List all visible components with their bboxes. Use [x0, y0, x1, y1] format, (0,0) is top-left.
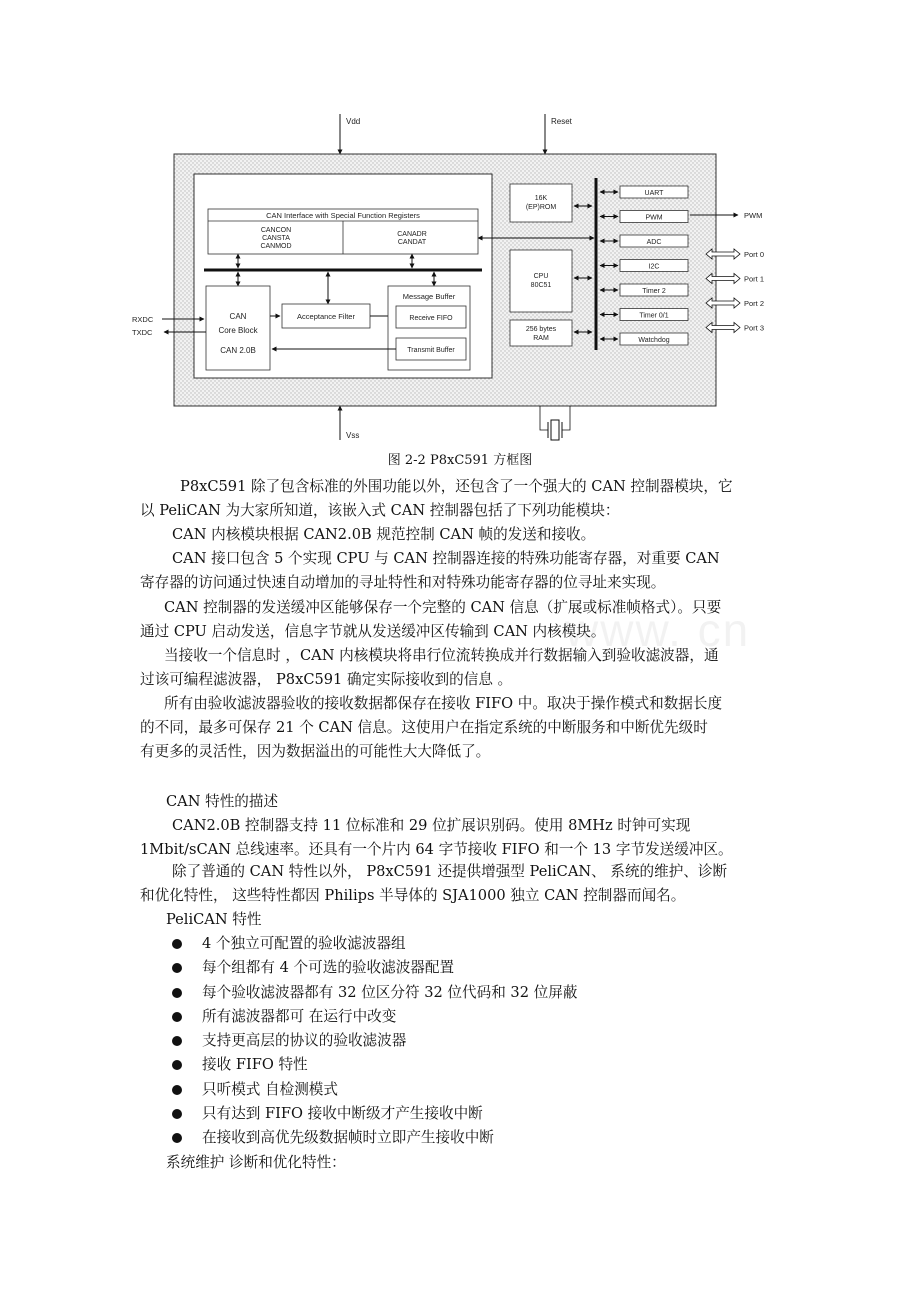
- peripheral-label: Timer 0/1: [639, 312, 669, 320]
- list-item-text: 每个组都有 4 个可选的验收滤波器配置: [202, 959, 455, 977]
- watermark: www. cn: [565, 604, 751, 656]
- peripheral-label: Watchdog: [638, 337, 670, 344]
- bullet-icon: [172, 1060, 182, 1070]
- port-label: Port 1: [744, 274, 765, 284]
- txdc-label: TXDC: [132, 328, 153, 337]
- paragraph-line: P8xC591 除了包含标准的外围功能以外，还包含了一个强大的 CAN 控制器模块，它: [180, 478, 733, 495]
- vdd-label: Vdd: [346, 117, 361, 126]
- svg-text:Receive FIFO: Receive FIFO: [409, 315, 453, 322]
- reg-cancon: CANCON: [260, 227, 292, 234]
- body-paragraph: [140, 475, 790, 523]
- list-item: [140, 1029, 790, 1053]
- crystal-icon: [551, 420, 559, 440]
- paragraph-line: 所有由验收滤波器验收的接收数据都保存在接收 FIFO 中。取决于操作模式和数据长度: [164, 695, 723, 712]
- features-paragraph: [140, 814, 790, 862]
- body-paragraph: [140, 692, 790, 765]
- cpu-block: [510, 250, 572, 312]
- reset-label: Reset: [551, 117, 572, 126]
- body-paragraph: [140, 523, 790, 547]
- feature-list: [140, 932, 790, 1151]
- list-item: [140, 1078, 790, 1102]
- body-paragraph: [140, 547, 790, 595]
- port-label: Port 0: [744, 250, 765, 259]
- reg-candat: CANDAT: [397, 239, 427, 246]
- svg-text:(EP)ROM: (EP)ROM: [525, 204, 557, 211]
- block-diagram: [130, 108, 790, 448]
- peripheral-label: Timer 2: [642, 288, 666, 295]
- paragraph-line: CAN 接口包含 5 个实现 CPU 与 CAN 控制器连接的特殊功能寄存器，对重要 CAN: [172, 550, 720, 567]
- bullet-icon: [172, 1012, 182, 1022]
- svg-text:CAN 2.0B: CAN 2.0B: [220, 346, 256, 355]
- list-item: [140, 1053, 790, 1077]
- list-item: [140, 932, 790, 956]
- bullet-icon: [172, 963, 182, 973]
- bullet-icon: [172, 1036, 182, 1046]
- paragraph-line: 1Mbit/sCAN 总线速率。还具有一个片内 64 字节接收 FIFO 和一个 13 字节发送缓冲区。: [140, 841, 733, 859]
- bullet-icon: [172, 1109, 182, 1119]
- figure-caption: 图 2-2 P8xC591 方框图: [387, 453, 533, 468]
- svg-text:16K: 16K: [534, 195, 548, 202]
- list-item-text: 每个验收滤波器都有 32 位区分符 32 位代码和 32 位屏蔽: [202, 983, 578, 1001]
- bullet-icon: [172, 1085, 182, 1095]
- peripheral-label: ADC: [646, 239, 662, 246]
- pwm-out-label: PWM: [744, 211, 763, 220]
- port-arrow-icon: [706, 274, 740, 284]
- can-interface-title: CAN Interface with Special Function Registers: [266, 211, 420, 220]
- paragraph-line: 通过 CPU 启动发送，信息字节就从发送缓冲区传输到 CAN 内核模块。: [140, 623, 606, 641]
- list-item: [140, 1102, 790, 1126]
- rom-block: [510, 184, 572, 222]
- list-item-text: 在接收到高优先级数据帧时立即产生接收中断: [202, 1129, 494, 1147]
- list-item: [140, 981, 790, 1005]
- paragraph-line: 过该可编程滤波器， P8xC591 确定实际接收到的信息 。: [140, 671, 513, 689]
- rxdc-label: RXDC: [132, 315, 154, 324]
- port-label: Port 3: [744, 323, 765, 333]
- ram-block: [510, 320, 572, 346]
- paragraph-line: 以 PeliCAN 为大家所知道，该嵌入式 CAN 控制器包括了下列功能模块：: [140, 502, 620, 520]
- port-label: Port 2: [744, 299, 765, 308]
- port-arrow-icon: [706, 249, 740, 259]
- peripheral-label: UART: [644, 190, 664, 197]
- paragraph-line: 寄存器的访问通过快速自动增加的寻址特性和对特殊功能寄存器的位寻址来实现。: [140, 574, 666, 592]
- pelican-title: PeliCAN 特性: [166, 911, 262, 928]
- body-paragraph: [140, 596, 790, 644]
- maintenance-heading: 系统维护 诊断和优化特性：: [166, 1154, 346, 1171]
- section-title: CAN 特性的描述: [166, 793, 279, 810]
- list-item: [140, 1005, 790, 1029]
- bullet-icon: [172, 939, 182, 949]
- list-item-text: 所有滤波器都可 在运行中改变: [202, 1007, 397, 1025]
- list-item: [140, 1126, 790, 1150]
- paragraph-line: CAN2.0B 控制器支持 11 位标准和 29 位扩展识别码。使用 8MHz 时钟可实现: [172, 817, 691, 834]
- paragraph-line: 当接收一个信息时 ，CAN 内核模块将串行位流转换成并行数据输入到验收滤波器，通: [164, 647, 719, 664]
- peripheral-label: PWM: [645, 214, 663, 222]
- svg-text:80C51: 80C51: [530, 282, 552, 289]
- list-item-text: 4 个独立可配置的验收滤波器组: [202, 935, 406, 952]
- port-arrow-icon: [706, 298, 740, 308]
- reg-cansta: CANSTA: [262, 235, 290, 242]
- reg-canadr: CANADR: [397, 231, 427, 238]
- paragraph-line: CAN 控制器的发送缓冲区能够保存一个完整的 CAN 信息（扩展或标准帧格式）。只要: [164, 599, 722, 616]
- svg-text:RAM: RAM: [533, 335, 549, 342]
- port-arrow-icon: [706, 323, 740, 333]
- list-item-text: 接收 FIFO 特性: [202, 1056, 308, 1074]
- svg-text:Core Block: Core Block: [218, 326, 258, 335]
- paragraph-line: 和优化特性， 这些特性都因 Philips 半导体的 SJA1000 独立 CAN 控制器而闻名。: [140, 887, 686, 905]
- features-paragraph: [140, 860, 790, 908]
- reg-canmod: CANMOD: [260, 243, 292, 250]
- svg-text:Transmit Buffer: Transmit Buffer: [407, 347, 455, 354]
- svg-text:Acceptance Filter: Acceptance Filter: [297, 312, 355, 321]
- vss-label: Vss: [346, 431, 360, 440]
- paragraph-line: 的不同，最多可保存 21 个 CAN 信息。这使用户在指定系统的中断服务和中断优先级时: [140, 719, 708, 737]
- bullet-icon: [172, 1133, 182, 1143]
- svg-text:CAN: CAN: [229, 312, 247, 321]
- peripheral-label: I2C: [648, 263, 660, 271]
- list-item-text: 只听模式 自检测模式: [202, 1080, 338, 1098]
- paragraph-line: CAN 内核模块根据 CAN2.0B 规范控制 CAN 帧的发送和接收。: [172, 526, 596, 543]
- list-item: [140, 956, 790, 980]
- svg-text:CPU: CPU: [533, 273, 549, 280]
- bullet-icon: [172, 988, 182, 998]
- list-item-text: 只有达到 FIFO 接收中断级才产生接收中断: [202, 1105, 483, 1123]
- svg-text:Message Buffer: Message Buffer: [402, 292, 456, 301]
- body-paragraph: [140, 644, 790, 692]
- paragraph-line: 除了普通的 CAN 特性以外， P8xC591 还提供增强型 PeliCAN、 系统的维护、诊断: [172, 863, 728, 880]
- svg-text:256 bytes: 256 bytes: [525, 326, 557, 333]
- paragraph-line: 有更多的灵活性，因为数据溢出的可能性大大降低了。: [140, 743, 491, 761]
- list-item-text: 支持更高层的协议的验收滤波器: [202, 1032, 407, 1050]
